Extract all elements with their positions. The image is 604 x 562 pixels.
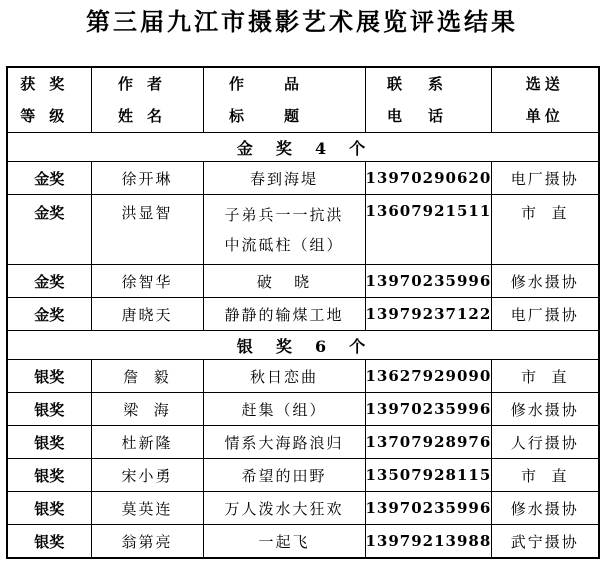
table-row: 银奖 杜新隆 情系大海路浪归 13707928976 人行摄协 bbox=[7, 426, 599, 459]
section-label: 银 奖 6 个 bbox=[236, 336, 370, 356]
section-gold-heading bbox=[7, 133, 599, 162]
header-author-name: 作者 姓名 bbox=[91, 67, 203, 133]
header-contact-phone: 联系 电话 bbox=[365, 67, 491, 133]
table-row: 金奖 徐开琳 春到海堤 13970290620 电厂摄协 bbox=[7, 162, 599, 195]
table-header-row bbox=[7, 67, 599, 133]
section-silver-heading bbox=[7, 331, 599, 360]
table-row: 银奖 宋小勇 希望的田野 13507928115 市 直 bbox=[7, 459, 599, 492]
table-row: 银奖 翁第亮 一起飞 13979213988 武宁摄协 bbox=[7, 525, 599, 559]
table-row: 银奖 莫英连 万人泼水大狂欢 13970235996 修水摄协 bbox=[7, 492, 599, 525]
table-row: 银奖 詹 毅 秋日恋曲 13627929090 市 直 bbox=[7, 360, 599, 393]
table-row: 银奖 梁 海 赶集（组） 13970235996 修水摄协 bbox=[7, 393, 599, 426]
results-table bbox=[6, 66, 600, 559]
table-row: 金奖 唐晓天 静静的输煤工地 13979237122 电厂摄协 bbox=[7, 298, 599, 331]
section-label: 金 奖 4 个 bbox=[236, 138, 370, 158]
header-work-title: 作品 标题 bbox=[203, 67, 365, 133]
table-row: 金奖 洪显智 子弟兵一一抗洪 中流砥柱（组） 13607921511 市 直 bbox=[7, 195, 599, 265]
header-submitting-unit: 选送 单位 bbox=[491, 67, 599, 133]
table-row: 金奖 徐智华 破 晓 13970235996 修水摄协 bbox=[7, 265, 599, 298]
header-award-level: 获奖 等级 bbox=[7, 67, 91, 133]
page-title: 第三届九江市摄影艺术展览评选结果 bbox=[86, 7, 518, 36]
multiline-work-title: 子弟兵一一抗洪 中流砥柱（组） bbox=[203, 195, 365, 265]
